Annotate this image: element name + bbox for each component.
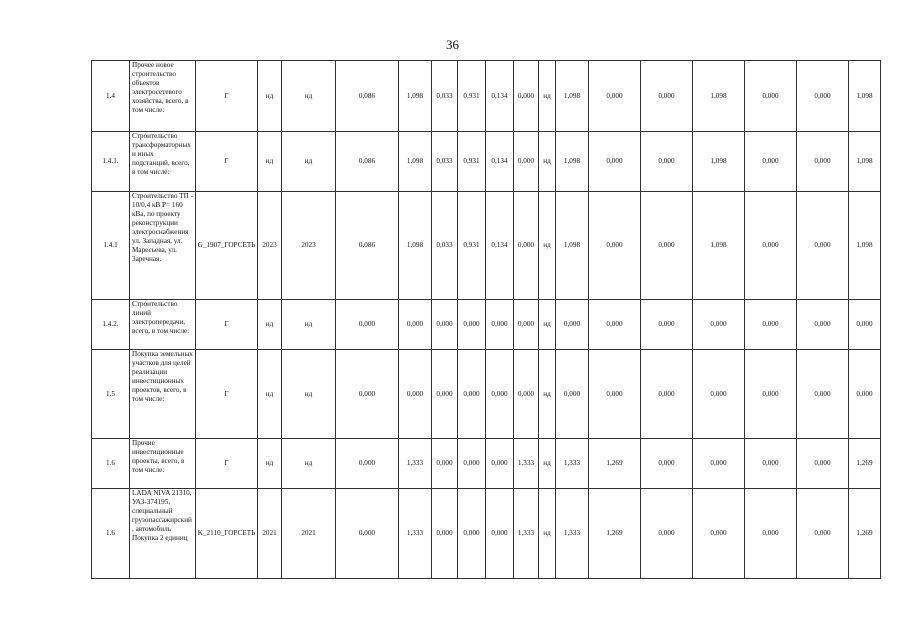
table-row xyxy=(92,489,881,579)
value-col-2: 1,098 xyxy=(399,132,432,192)
project-name: Прочее новое строительство объектов электросетевого хозяйства, всего, в том числе: xyxy=(130,61,196,132)
value-col-14: 1,098 xyxy=(849,132,881,192)
value-col-8: 1,098 xyxy=(556,61,589,132)
value-col-13: 0,000 xyxy=(797,350,849,439)
value-col-3: 0,033 xyxy=(432,192,458,300)
value-col-9: 0,000 xyxy=(589,300,641,350)
table-row xyxy=(92,61,881,132)
value-col-6: 0,000 xyxy=(514,350,539,439)
value-col-14: 1,098 xyxy=(849,192,881,300)
project-code: Г xyxy=(196,350,258,439)
project-code: Г xyxy=(196,61,258,132)
value-col-7: нд xyxy=(539,61,556,132)
value-col-2: 0,000 xyxy=(399,350,432,439)
project-name: LADA NIVA 21310, УАЗ-374195, специальный грузопассажирский, автомобиль Покупка 2 единиц xyxy=(130,489,196,579)
value-col-9: 0,000 xyxy=(589,61,641,132)
value-col-12: 0,000 xyxy=(745,132,797,192)
value-col-1: 0,000 xyxy=(336,439,399,489)
value-col-4: 0,931 xyxy=(458,61,486,132)
year-start: нд xyxy=(258,350,282,439)
value-col-13: 0,000 xyxy=(797,192,849,300)
table-row xyxy=(92,192,881,300)
value-col-6: 0,000 xyxy=(514,61,539,132)
value-col-12: 0,000 xyxy=(745,489,797,579)
value-col-9: 1,269 xyxy=(589,439,641,489)
value-col-13: 0,000 xyxy=(797,132,849,192)
value-col-7: нд xyxy=(539,350,556,439)
investment-table xyxy=(91,60,881,579)
year-end: нд xyxy=(282,300,336,350)
year-start: нд xyxy=(258,61,282,132)
value-col-7: нд xyxy=(539,300,556,350)
value-col-4: 0,000 xyxy=(458,350,486,439)
value-col-11: 1,098 xyxy=(693,61,745,132)
value-col-10: 0,000 xyxy=(641,489,693,579)
value-col-10: 0,000 xyxy=(641,192,693,300)
value-col-13: 0,000 xyxy=(797,300,849,350)
page-number: 36 xyxy=(446,37,459,52)
value-col-1: 0,000 xyxy=(336,489,399,579)
row-number: 1.4 xyxy=(92,61,130,132)
year-start: нд xyxy=(258,439,282,489)
value-col-9: 0,000 xyxy=(589,350,641,439)
value-col-3: 0,000 xyxy=(432,350,458,439)
value-col-8: 1,098 xyxy=(556,192,589,300)
value-col-3: 0,000 xyxy=(432,489,458,579)
value-col-12: 0,000 xyxy=(745,61,797,132)
value-col-12: 0,000 xyxy=(745,192,797,300)
table-row xyxy=(92,350,881,439)
value-col-2: 1,098 xyxy=(399,61,432,132)
value-col-11: 0,000 xyxy=(693,350,745,439)
value-col-11: 0,000 xyxy=(693,489,745,579)
row-number: 1.4.1 xyxy=(92,192,130,300)
value-col-2: 1,333 xyxy=(399,439,432,489)
table-row xyxy=(92,300,881,350)
value-col-1: 0,086 xyxy=(336,61,399,132)
year-start: нд xyxy=(258,300,282,350)
project-code: Г xyxy=(196,439,258,489)
value-col-1: 0,086 xyxy=(336,132,399,192)
value-col-13: 0,000 xyxy=(797,439,849,489)
row-number: 1.6 xyxy=(92,489,130,579)
value-col-11: 1,098 xyxy=(693,132,745,192)
project-name: Строительство трансформаторных и иных подстанций, всего, в том числе: xyxy=(130,132,196,192)
value-col-5: 0,000 xyxy=(486,350,514,439)
value-col-8: 0,000 xyxy=(556,300,589,350)
value-col-11: 0,000 xyxy=(693,300,745,350)
value-col-7: нд xyxy=(539,132,556,192)
value-col-6: 1,333 xyxy=(514,489,539,579)
value-col-6: 0,000 xyxy=(514,192,539,300)
year-end: 2021 xyxy=(282,489,336,579)
year-end: нд xyxy=(282,132,336,192)
value-col-11: 1,098 xyxy=(693,192,745,300)
value-col-14: 0,000 xyxy=(849,300,881,350)
value-col-4: 0,000 xyxy=(458,489,486,579)
value-col-1: 0,000 xyxy=(336,350,399,439)
value-col-6: 0,000 xyxy=(514,132,539,192)
value-col-8: 1,333 xyxy=(556,489,589,579)
value-col-3: 0,033 xyxy=(432,132,458,192)
value-col-14: 1,269 xyxy=(849,439,881,489)
project-code: K_2110_ГОРСЕТЬ xyxy=(196,489,258,579)
year-start: 2021 xyxy=(258,489,282,579)
project-code: G_1907_ГОРСЕТЬ xyxy=(196,192,258,300)
project-name: Прочие инвестиционные проекты, всего, в том числе: xyxy=(130,439,196,489)
value-col-9: 0,000 xyxy=(589,132,641,192)
value-col-12: 0,000 xyxy=(745,350,797,439)
value-col-10: 0,000 xyxy=(641,61,693,132)
value-col-8: 1,333 xyxy=(556,439,589,489)
year-start: нд xyxy=(258,132,282,192)
value-col-5: 0,000 xyxy=(486,300,514,350)
value-col-6: 1,333 xyxy=(514,439,539,489)
value-col-2: 0,000 xyxy=(399,300,432,350)
value-col-9: 1,269 xyxy=(589,489,641,579)
value-col-8: 1,098 xyxy=(556,132,589,192)
year-end: нд xyxy=(282,61,336,132)
value-col-14: 0,000 xyxy=(849,350,881,439)
value-col-8: 0,000 xyxy=(556,350,589,439)
row-number: 1.4.2. xyxy=(92,300,130,350)
value-col-7: нд xyxy=(539,192,556,300)
value-col-9: 0,000 xyxy=(589,192,641,300)
value-col-4: 0,000 xyxy=(458,300,486,350)
value-col-1: 0,086 xyxy=(336,192,399,300)
year-end: нд xyxy=(282,350,336,439)
value-col-4: 0,931 xyxy=(458,132,486,192)
value-col-14: 1,269 xyxy=(849,489,881,579)
value-col-4: 0,000 xyxy=(458,439,486,489)
value-col-3: 0,000 xyxy=(432,439,458,489)
project-code: Г xyxy=(196,132,258,192)
value-col-7: нд xyxy=(539,489,556,579)
value-col-7: нд xyxy=(539,439,556,489)
value-col-10: 0,000 xyxy=(641,439,693,489)
value-col-10: 0,000 xyxy=(641,300,693,350)
value-col-4: 0,931 xyxy=(458,192,486,300)
project-name: Строительство ТП - 10/0,4 кВ Р= 160 кВа, по проекту реконструкции электроснабжения ул. Западная, ул. Маресьева, ул. Заречная. xyxy=(130,192,196,300)
value-col-3: 0,000 xyxy=(432,300,458,350)
value-col-12: 0,000 xyxy=(745,439,797,489)
value-col-12: 0,000 xyxy=(745,300,797,350)
value-col-13: 0,000 xyxy=(797,61,849,132)
value-col-5: 0,000 xyxy=(486,489,514,579)
row-number: 1.6 xyxy=(92,439,130,489)
value-col-10: 0,000 xyxy=(641,132,693,192)
project-name: Покупка земельных участков для целей реализации инвестиционных проектов, всего, в том числе: xyxy=(130,350,196,439)
table-row xyxy=(92,439,881,489)
table-row xyxy=(92,132,881,192)
year-end: 2023 xyxy=(282,192,336,300)
project-name: Строительство линий электропередачи, всего, в том числе: xyxy=(130,300,196,350)
value-col-5: 0,134 xyxy=(486,61,514,132)
value-col-6: 0,000 xyxy=(514,300,539,350)
value-col-2: 1,333 xyxy=(399,489,432,579)
value-col-10: 0,000 xyxy=(641,350,693,439)
value-col-5: 0,134 xyxy=(486,192,514,300)
value-col-11: 0,000 xyxy=(693,439,745,489)
row-number: 1.4.1. xyxy=(92,132,130,192)
year-start: 2023 xyxy=(258,192,282,300)
value-col-3: 0,033 xyxy=(432,61,458,132)
project-code: Г xyxy=(196,300,258,350)
row-number: 1.5 xyxy=(92,350,130,439)
value-col-5: 0,134 xyxy=(486,132,514,192)
value-col-5: 0,000 xyxy=(486,439,514,489)
value-col-1: 0,000 xyxy=(336,300,399,350)
value-col-14: 1,098 xyxy=(849,61,881,132)
year-end: нд xyxy=(282,439,336,489)
value-col-2: 1,098 xyxy=(399,192,432,300)
value-col-13: 0,000 xyxy=(797,489,849,579)
